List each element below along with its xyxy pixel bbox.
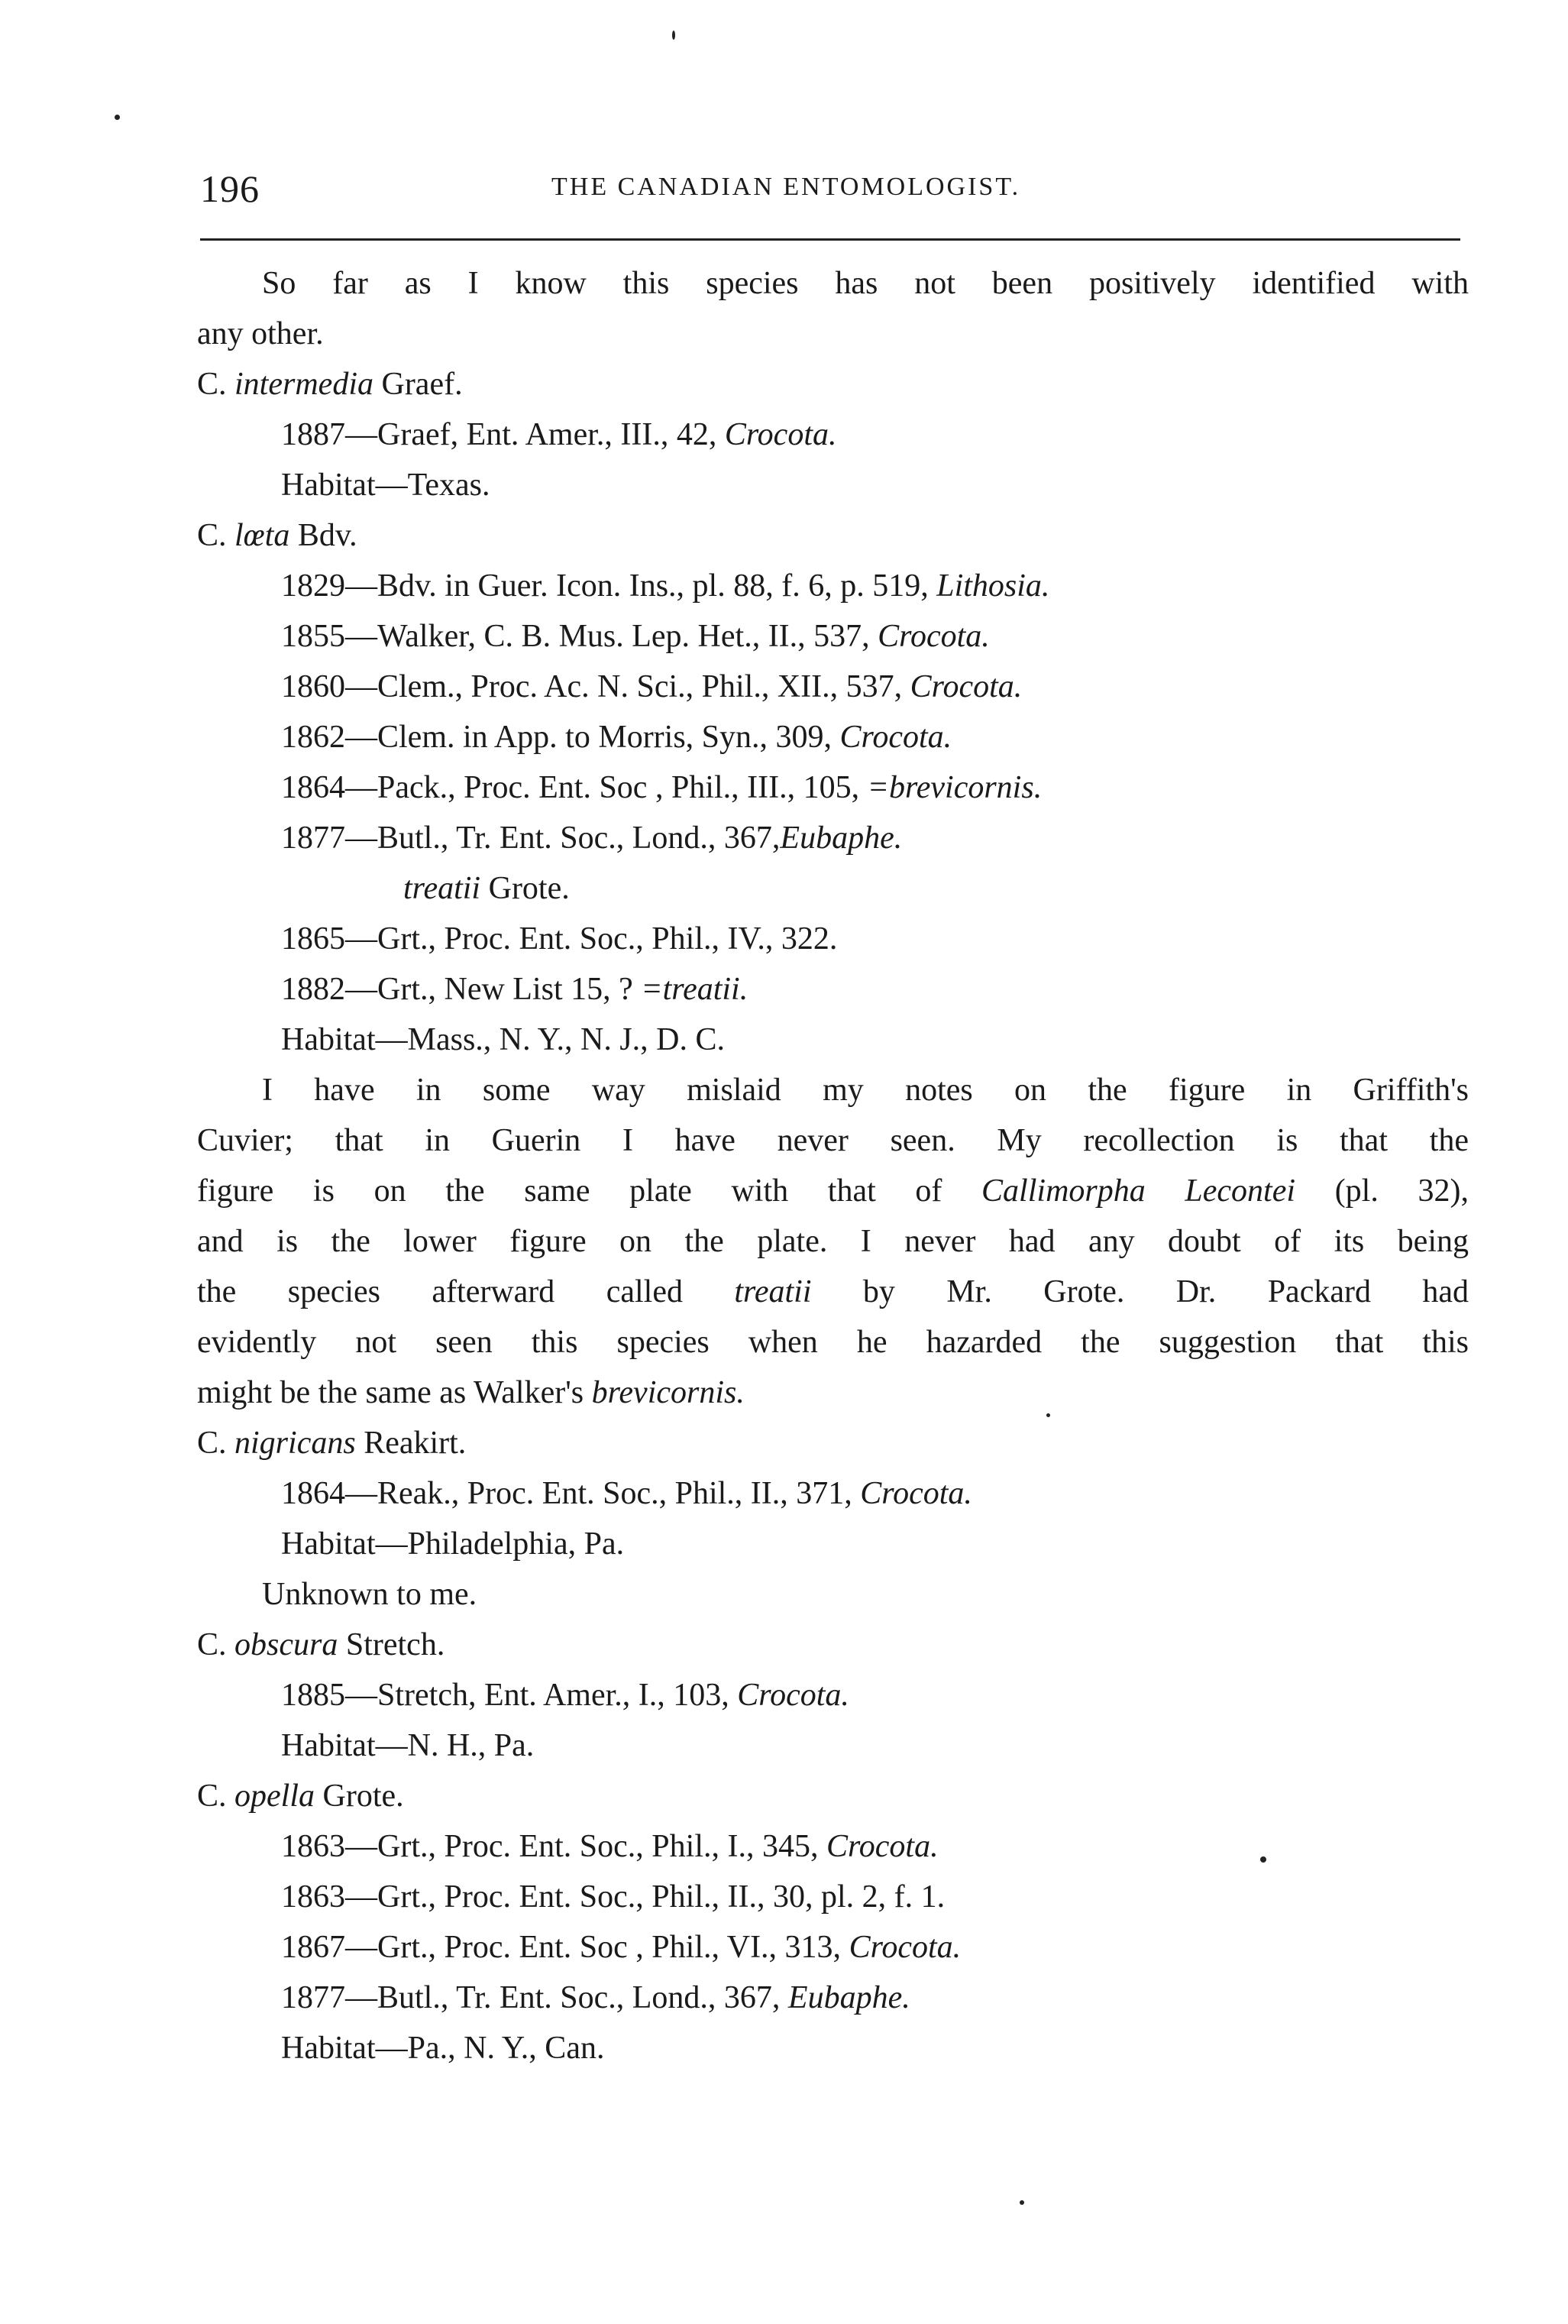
- reference-line: 1865—Grt., Proc. Ent. Soc., Phil., IV., 322.: [281, 921, 838, 956]
- reference-line: 1887—Graef, Ent. Amer., III., 42, Crocota.: [281, 417, 837, 452]
- synonym-name: treatii: [403, 871, 481, 906]
- species-name: obscura: [234, 1627, 338, 1662]
- habitat-line: Habitat—Pa., N. Y., Can.: [281, 2031, 605, 2066]
- species-author: Reakirt.: [364, 1426, 467, 1461]
- scan-speck: [1020, 2200, 1024, 2205]
- synonym-author: Grote.: [488, 871, 570, 906]
- habitat-line: Habitat—N. H., Pa.: [281, 1728, 535, 1763]
- species-name: nigricans: [234, 1426, 356, 1461]
- species-heading-laeta: [197, 510, 1469, 561]
- page-body: [197, 258, 1469, 2073]
- para2-line2: Cuvier; that in Guerin I have never seen. My recollection is that the: [197, 1123, 1469, 1158]
- genus-abbrev: C.: [197, 518, 227, 553]
- species-heading-nigricans: [197, 1418, 1469, 1468]
- para1-line2: any other.: [197, 316, 324, 351]
- species-name: intermedia: [234, 367, 373, 402]
- reference-line: 1862—Clem. in App. to Morris, Syn., 309, Crocota.: [281, 720, 952, 755]
- species-author: Bdv.: [297, 518, 357, 553]
- species-name: opella: [234, 1779, 315, 1814]
- habitat-line: Habitat—Philadelphia, Pa.: [281, 1526, 625, 1562]
- scan-speck: [672, 31, 675, 40]
- scan-speck: [1046, 1413, 1050, 1417]
- reference-line: 1877—Butl., Tr. Ent. Soc., Lond., 367,Eubaphe.: [281, 821, 903, 856]
- para2-line3: figure is on the same plate with that of Callimorpha Lecontei (pl. 32),: [197, 1173, 1469, 1209]
- reference-line: 1860—Clem., Proc. Ac. N. Sci., Phil., XII., 537, Crocota.: [281, 669, 1023, 704]
- genus-abbrev: C.: [197, 1627, 227, 1662]
- running-title: THE CANADIAN ENTOMOLOGIST.: [551, 173, 1021, 201]
- reference-line: 1864—Pack., Proc. Ent. Soc , Phil., III., 105, =brevicornis.: [281, 770, 1043, 805]
- reference-line: 1863—Grt., Proc. Ent. Soc., Phil., II., 30, pl. 2, f. 1.: [281, 1879, 946, 1915]
- species-author: Stretch.: [345, 1627, 445, 1662]
- habitat-line: Habitat—Mass., N. Y., N. J., D. C.: [281, 1022, 726, 1057]
- reference-line: 1882—Grt., New List 15, ? =treatii.: [281, 972, 748, 1007]
- species-name: lœta: [234, 518, 290, 553]
- note-line: Unknown to me.: [262, 1577, 477, 1612]
- reference-line: 1877—Butl., Tr. Ent. Soc., Lond., 367, Eubaphe.: [281, 1980, 910, 2015]
- page-number: 196: [200, 167, 260, 210]
- genus-abbrev: C.: [197, 1426, 227, 1461]
- para1-line1: So far as I know this species has not been positively identified with: [262, 266, 1469, 301]
- reference-line: 1855—Walker, C. B. Mus. Lep. Het., II., 537, Crocota.: [281, 619, 990, 654]
- reference-line: 1864—Reak., Proc. Ent. Soc., Phil., II., 371, Crocota.: [281, 1476, 972, 1511]
- species-heading-opella: [197, 1771, 1469, 1821]
- species-author: Graef.: [381, 367, 463, 402]
- page-header: [200, 167, 1468, 212]
- scan-speck: [115, 115, 120, 120]
- para2-line1: I have in some way mislaid my notes on the figure in Griffith's: [262, 1073, 1469, 1108]
- reference-line: 1885—Stretch, Ent. Amer., I., 103, Crocota.: [281, 1678, 849, 1713]
- reference-line: 1867—Grt., Proc. Ent. Soc , Phil., VI., 313, Crocota.: [281, 1930, 962, 1965]
- para2-line7: might be the same as Walker's brevicornis.: [197, 1375, 745, 1410]
- genus-abbrev: C.: [197, 367, 227, 402]
- para2-line6: evidently not seen this species when he hazarded the suggestion that this: [197, 1325, 1469, 1360]
- para2-line4: and is the lower figure on the plate. I never had any doubt of its being: [197, 1224, 1469, 1259]
- para2-line5: the species afterward called treatii by Mr. Grote. Dr. Packard had: [197, 1274, 1469, 1309]
- species-heading-obscura: [197, 1620, 1469, 1670]
- header-rule: [200, 238, 1460, 241]
- synonym-heading-treatii: [197, 863, 1469, 914]
- scan-speck: [1260, 1856, 1266, 1863]
- reference-line: 1829—Bdv. in Guer. Icon. Ins., pl. 88, f. 6, p. 519, Lithosia.: [281, 568, 1050, 604]
- genus-abbrev: C.: [197, 1779, 227, 1814]
- habitat-line: Habitat—Texas.: [281, 468, 490, 503]
- reference-line: 1863—Grt., Proc. Ent. Soc., Phil., I., 345, Crocota.: [281, 1829, 939, 1864]
- species-author: Grote.: [322, 1779, 404, 1814]
- species-heading-intermedia: [197, 359, 1469, 409]
